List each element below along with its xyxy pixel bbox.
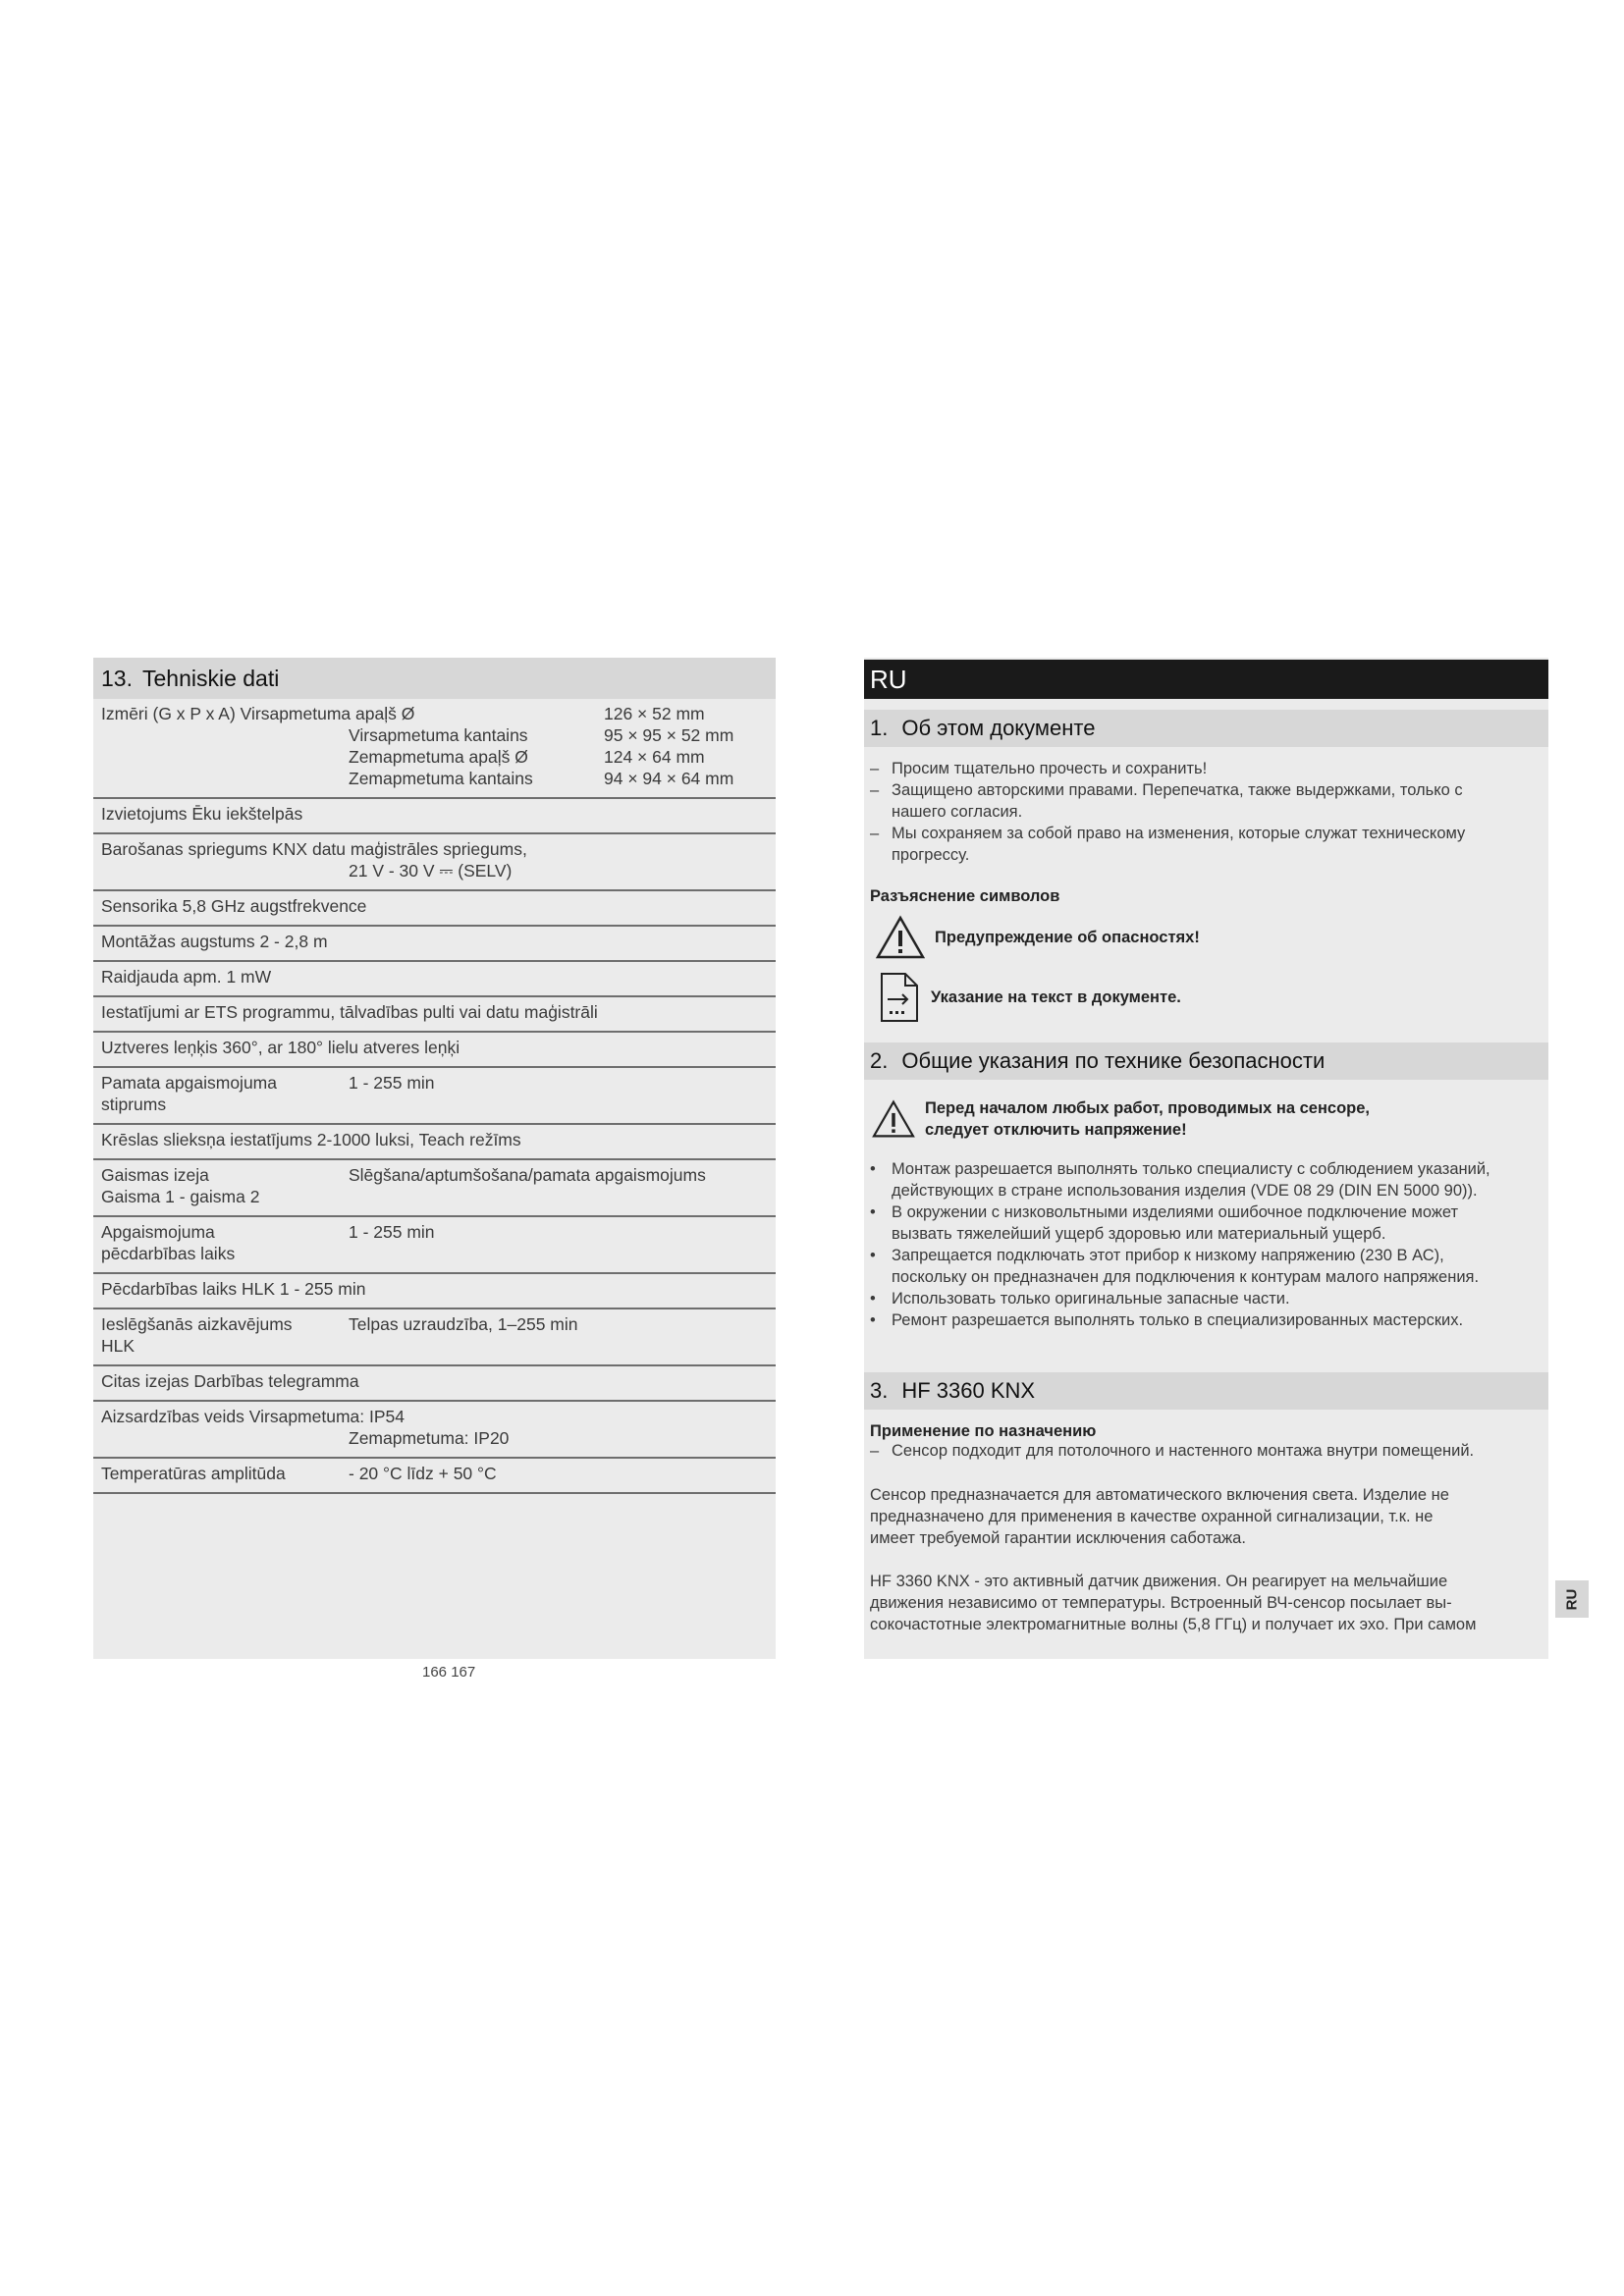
table-cell: Barošanas spriegums KNX datu maģistrāles spriegums, [101, 839, 527, 859]
usage-heading: Применение по назначению [870, 1422, 1097, 1440]
dash-marker: – [870, 1442, 880, 1460]
table-row [93, 927, 776, 962]
list-item-text: Запрещается подключать этот прибор к низкому напряжению (230 В АС), [892, 1247, 1444, 1264]
table-row [93, 834, 776, 891]
table-cell: Zemapmetuma apaļš Ø [349, 747, 528, 767]
list-item-text: Просим тщательно прочесть и сохранить! [892, 760, 1208, 777]
warning-symbol-row [876, 915, 1200, 960]
list-item-text: Сенсор подходит для потолочного и настенного монтажа внутри помещений. [892, 1442, 1475, 1460]
safety-warning [872, 1097, 1370, 1141]
table-cell: Izvietojums Ēku iekštelpās [101, 804, 303, 824]
table-row [93, 1160, 776, 1217]
table-cell: 95 × 95 × 52 mm [604, 725, 734, 745]
table-cell: Temperatūras amplitūda [101, 1464, 286, 1483]
table-cell: Apgaismojuma [101, 1222, 215, 1242]
document-reference-icon [876, 972, 921, 1023]
bullet-marker: • [870, 1311, 876, 1329]
table-cell: Uztveres leņķis 360°, ar 180° lielu atveres leņķi [101, 1038, 460, 1057]
list-item [870, 823, 1465, 866]
list-item-text: В окружении с низковольтными изделиями ошибочное подключение может [892, 1203, 1459, 1221]
paragraph-line: движения независимо от температуры. Встроенный ВЧ-сенсор посылает вы- [870, 1594, 1452, 1612]
table-row [93, 962, 776, 997]
section-number: 13. [101, 665, 133, 691]
section-header-about-document [864, 710, 1548, 747]
warning-triangle-icon [872, 1099, 915, 1139]
table-cell: Virsapmetuma kantains [349, 725, 528, 745]
list-item-text: вызвать тяжелейший ущерб здоровью или материальный ущерб. [892, 1225, 1386, 1243]
warning-triangle-icon [876, 915, 925, 960]
list-item [870, 1440, 1474, 1462]
table-cell: Citas izejas Darbības telegramma [101, 1371, 359, 1391]
list-item-text: Защищено авторскими правами. Перепечатка, также выдержками, только с [892, 781, 1463, 799]
section-title: Общие указания по технике безопасности [901, 1048, 1326, 1073]
dash-marker: – [870, 825, 880, 842]
paragraph-line: Сенсор предназначается для автоматического включения света. Изделие не [870, 1486, 1449, 1504]
list-item-text: Мы сохраняем за собой право на изменения, которые служат техническому [892, 825, 1466, 842]
table-cell: 1 - 255 min [349, 1073, 435, 1093]
document-ref-symbol-row [876, 972, 1181, 1023]
paragraph-line: HF 3360 KNX - это активный датчик движения. Он реагирует на мельчайшие [870, 1573, 1448, 1590]
table-row [93, 891, 776, 927]
table-row [93, 1217, 776, 1274]
side-tab-label: RU [1563, 1588, 1581, 1610]
dash-marker: – [870, 781, 880, 799]
bullet-marker: • [870, 1290, 876, 1308]
table-cell: Iestatījumi ar ETS programmu, tālvadības pulti vai datu maģistrāli [101, 1002, 598, 1022]
left-page [93, 658, 776, 1659]
table-cell: Aizsardzības veids Virsapmetuma: IP54 [101, 1407, 405, 1426]
paragraph-line: сокочастотные электромагнитные волны (5,8 ГГц) и получает их эхо. При самом [870, 1616, 1477, 1633]
table-cell: HLK [101, 1336, 135, 1356]
language-bar: RU [864, 660, 1548, 699]
document-ref-text: Указание на текст в документе. [931, 988, 1181, 1006]
list-item-text: прогрессу. [892, 846, 970, 864]
bullet-marker: • [870, 1247, 876, 1264]
technical-data-table [93, 699, 776, 1494]
table-row [93, 699, 776, 799]
list-item [870, 1245, 1479, 1288]
table-cell: - 20 °C līdz + 50 °C [349, 1464, 497, 1483]
section-header-product [864, 1372, 1548, 1410]
list-item [870, 1201, 1458, 1245]
table-cell: Krēslas slieksņa iestatījums 2-1000 luksi, Teach režīms [101, 1130, 521, 1149]
list-item [870, 779, 1463, 823]
section-title: Tehniskie dati [141, 665, 280, 691]
list-item-text: нашего согласия. [892, 803, 1023, 821]
section-header-technical-data [93, 658, 776, 699]
section-number: 2. [870, 1048, 889, 1073]
table-cell: Zemapmetuma: IP20 [349, 1428, 510, 1448]
list-item [870, 1309, 1463, 1331]
section-title: HF 3360 KNX [901, 1378, 1036, 1403]
table-row [93, 1459, 776, 1494]
section-number: 1. [870, 716, 889, 740]
warning-symbol-text: Предупреждение об опасностях! [935, 928, 1200, 946]
table-row [93, 1068, 776, 1125]
table-row [93, 1366, 776, 1402]
table-row [93, 1033, 776, 1068]
table-cell: Sensorika 5,8 GHz augstfrekvence [101, 896, 367, 916]
list-item-text: Монтаж разрешается выполнять только специалисту с соблюдением указаний, [892, 1160, 1490, 1178]
table-row [93, 997, 776, 1033]
table-row [93, 1125, 776, 1160]
table-cell: Pamata apgaismojuma [101, 1073, 277, 1093]
table-cell: Pēcdarbības laiks HLK 1 - 255 min [101, 1279, 366, 1299]
table-cell: 94 × 94 × 64 mm [604, 769, 734, 788]
table-cell: Montāžas augstums 2 - 2,8 m [101, 932, 328, 951]
section-number: 3. [870, 1378, 889, 1403]
table-cell: 21 V - 30 V ⎓ (SELV) [349, 861, 513, 881]
page-numbers: 166 167 [422, 1664, 476, 1681]
table-cell: 1 - 255 min [349, 1222, 435, 1242]
paragraph-line: имеет требуемой гарантии исключения саботажа. [870, 1529, 1246, 1547]
list-item-text: поскольку он предназначен для подключения к контурам малого напряжения. [892, 1268, 1480, 1286]
table-cell: Izmēri (G x P x A) Virsapmetuma apaļš Ø [101, 704, 415, 723]
paragraph-line: предназначено для применения в качестве охранной сигнализации, т.к. не [870, 1508, 1434, 1525]
table-cell: Zemapmetuma kantains [349, 769, 533, 788]
table-row [93, 1309, 776, 1366]
table-cell: Gaisma 1 - gaisma 2 [101, 1187, 260, 1206]
list-item [870, 1288, 1290, 1309]
table-cell: pēcdarbības laiks [101, 1244, 236, 1263]
table-cell: stiprums [101, 1095, 167, 1114]
table-cell: Slēgšana/aptumšošana/pamata apgaismojums [349, 1165, 706, 1185]
list-item [870, 1158, 1490, 1201]
list-item-text: Ремонт разрешается выполнять только в специализированных мастерских. [892, 1311, 1464, 1329]
right-page [864, 658, 1548, 1659]
language-side-tab [1555, 1580, 1589, 1618]
table-cell: Raidjauda apm. 1 mW [101, 967, 272, 987]
safety-warning-line: Перед началом любых работ, проводимых на сенсоре, [925, 1099, 1371, 1117]
section-header-safety [864, 1042, 1548, 1080]
table-cell: Ieslēgšanās aizkavējums [101, 1314, 293, 1334]
table-cell: Telpas uzraudzība, 1–255 min [349, 1314, 578, 1334]
table-row [93, 799, 776, 834]
bullet-marker: • [870, 1203, 876, 1221]
table-cell: 124 × 64 mm [604, 747, 705, 767]
list-item-text: Использовать только оригинальные запасные части. [892, 1290, 1290, 1308]
list-item [870, 758, 1207, 779]
table-row [93, 1402, 776, 1459]
table-row [93, 1274, 776, 1309]
safety-warning-line: следует отключить напряжение! [925, 1121, 1187, 1139]
table-cell: Gaismas izeja [101, 1165, 209, 1185]
dash-marker: – [870, 760, 880, 777]
section-title: Об этом документе [901, 716, 1096, 740]
symbols-heading: Разъяснение символов [870, 887, 1060, 905]
table-cell: 126 × 52 mm [604, 704, 705, 723]
bullet-marker: • [870, 1160, 876, 1178]
list-item-text: действующих в стране использования изделия (VDE 08 29 (DIN EN 5000 90)). [892, 1182, 1478, 1200]
